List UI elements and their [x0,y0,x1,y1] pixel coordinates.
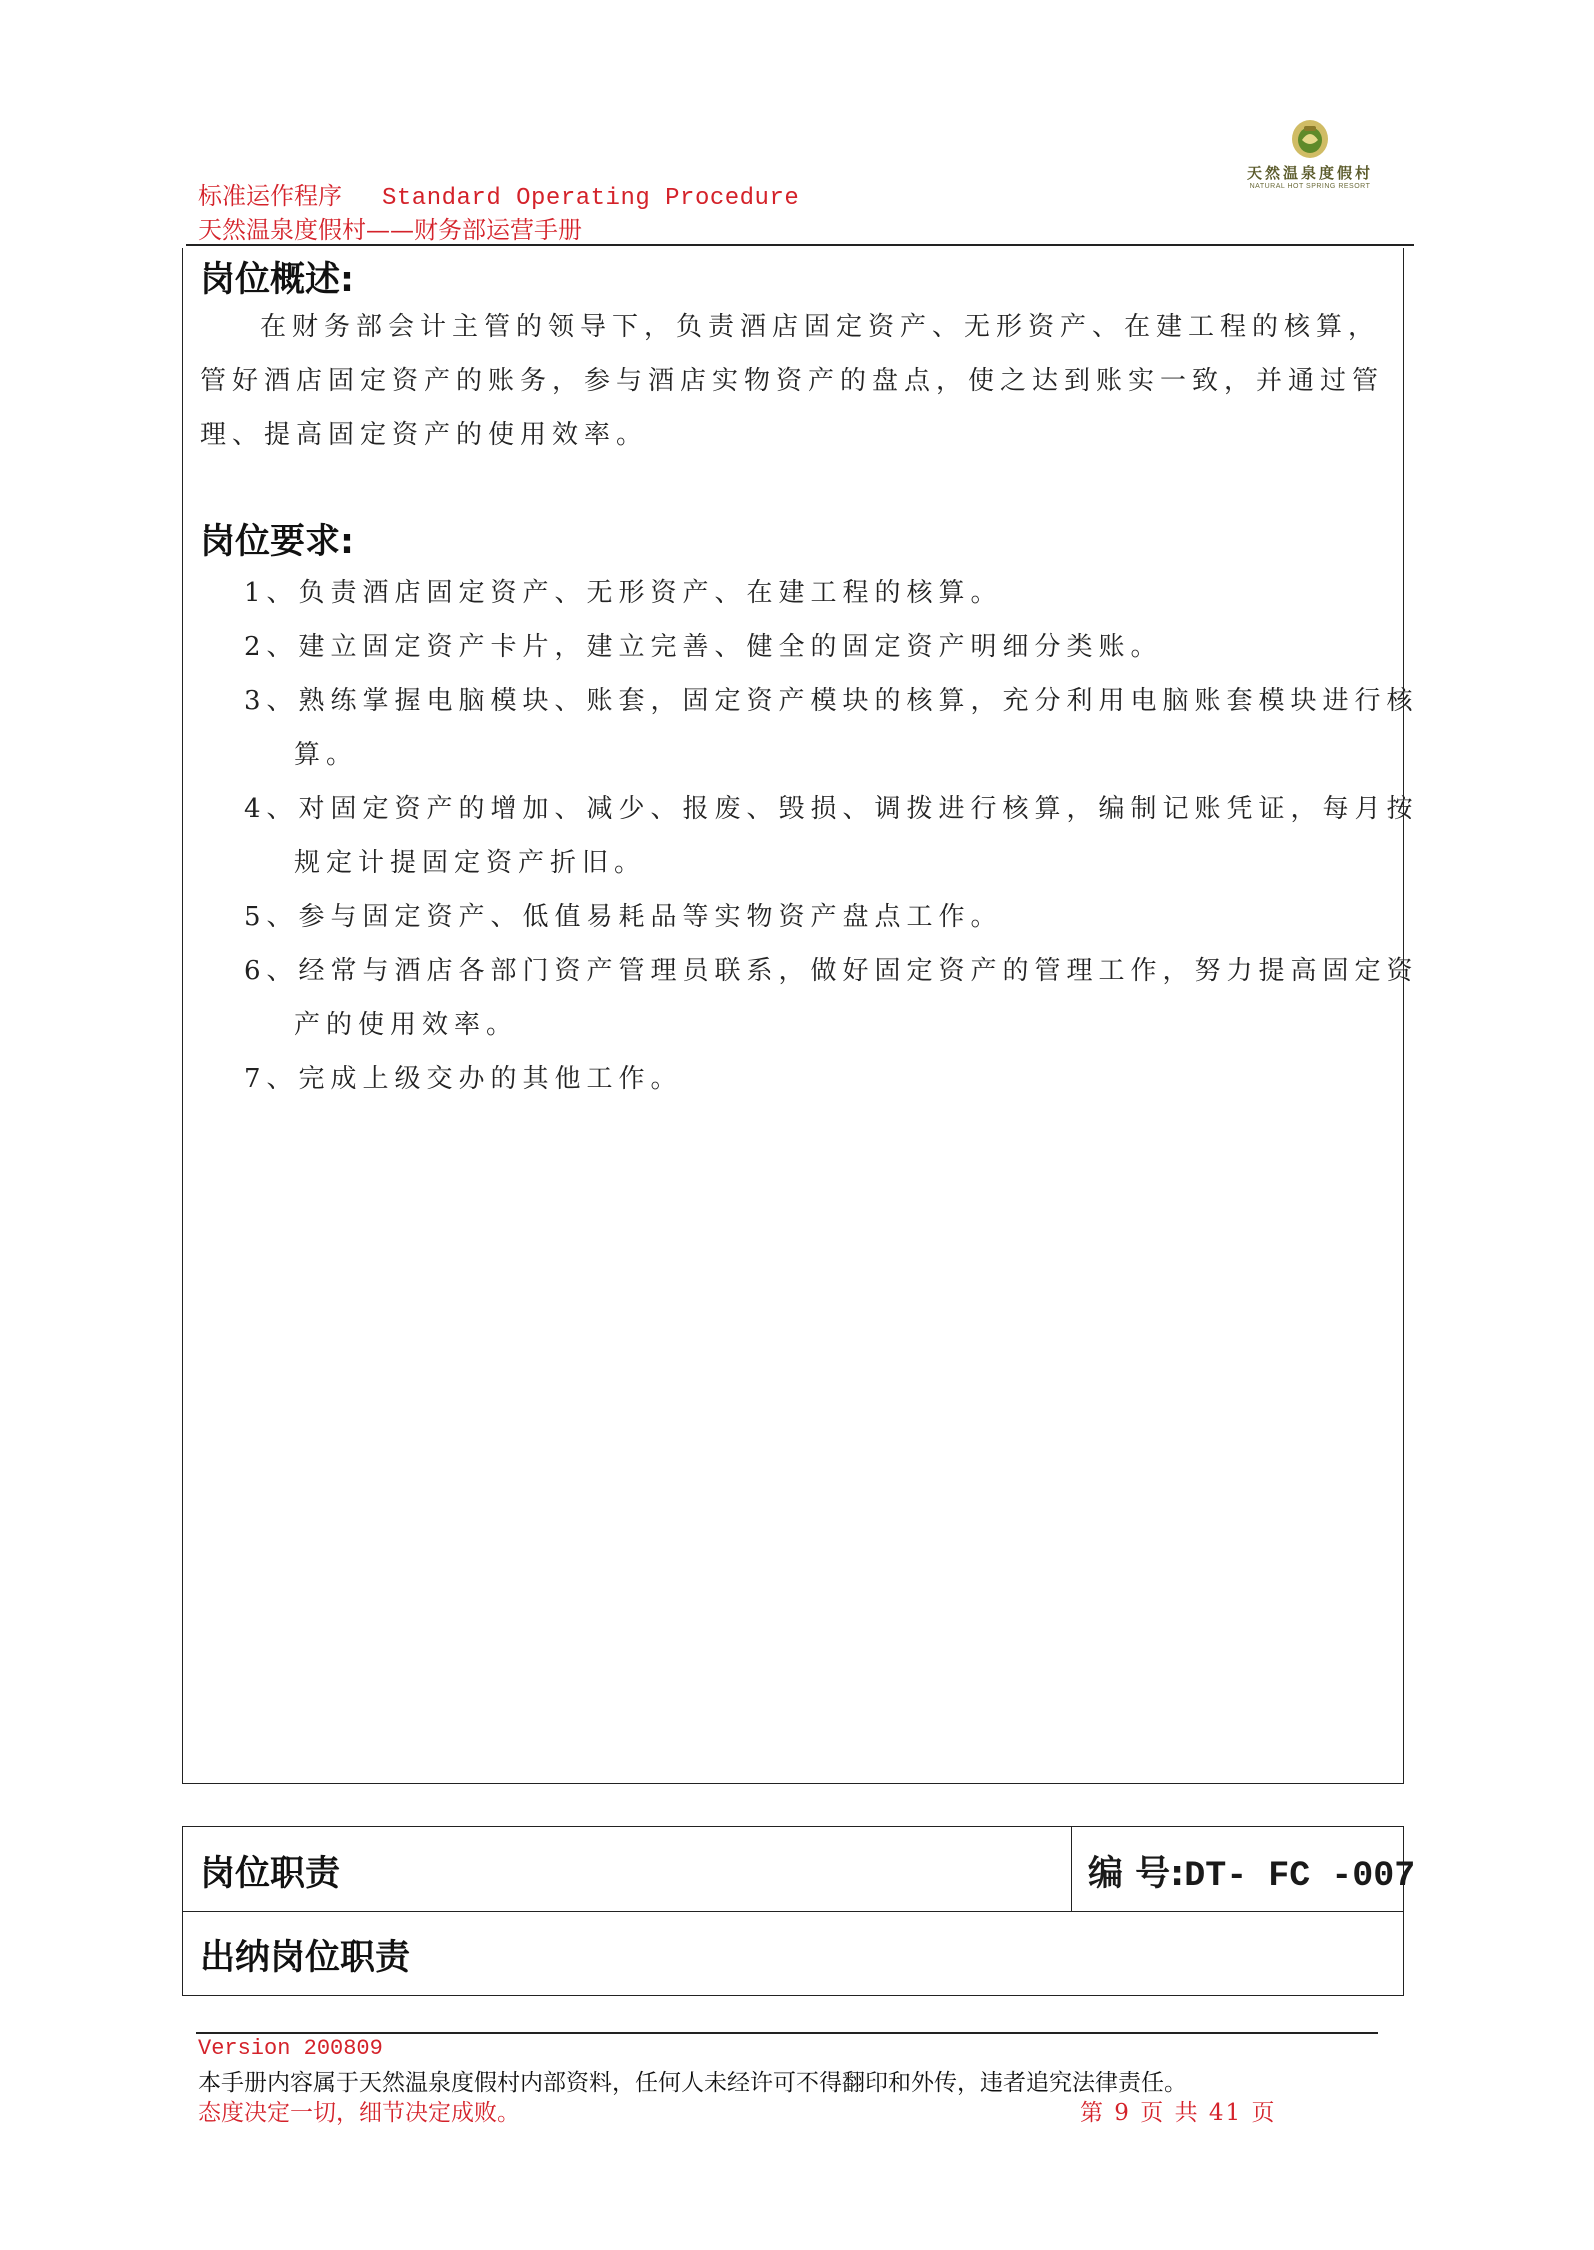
header-title-cn: 标准运作程序 [198,182,342,210]
requirement-item: 2、建立固定资产卡片，建立完善、健全的固定资产明细分类账。 [244,632,1163,662]
position-title: 出纳岗位职责 [200,1938,411,1978]
document-code-label: 编 号: [1088,1854,1185,1894]
requirement-item: 6、经常与酒店各部门资产管理员联系，做好固定资产的管理工作，努力提高固定资产的使用效率。 [244,956,1419,1040]
resort-logo [1240,118,1380,196]
logo-name-cn: 天然温泉度假村 [1246,164,1373,182]
page-number: 第 9 页 共 41 页 [1080,2100,1277,2126]
header-title-en: Standard Operating Procedure [382,185,800,212]
document-code-value: DT- FC -007 [1184,1856,1416,1896]
requirement-item: 5、参与固定资产、低值易耗品等实物资产盘点工作。 [244,902,1003,932]
overview-text: 在财务部会计主管的领导下，负责酒店固定资产、无形资产、在建工程的核算，管好酒店固定资产的账务，参与酒店实物资产的盘点，使之达到账实一致，并通过管理、提高固定资产的使用效率。 [200,312,1385,450]
requirement-item: 3、熟练掌握电脑模块、账套，固定资产模块的核算，充分利用电脑账套模块进行核算。 [244,686,1419,770]
logo-name-en: NATURAL HOT SPRING RESORT [1249,183,1371,190]
document-code [1088,1846,1415,1896]
footer-divider [196,2032,1378,2034]
header-subtitle: 天然温泉度假村——财务部运营手册 [198,216,582,244]
leaf-emblem-icon [1280,118,1340,160]
requirement-item: 4、对固定资产的增加、减少、报废、毁损、调拨进行核算，编制记账凭证，每月按规定计提固定资产折旧。 [244,794,1419,878]
table-column-divider [1071,1826,1072,1912]
confidentiality-notice: 本手册内容属于天然温泉度假村内部资料，任何人未经许可不得翻印和外传，违者追究法律责任。 [198,2070,1187,2096]
table-row-divider [182,1911,1404,1912]
requirement-item: 1、负责酒店固定资产、无形资产、在建工程的核算。 [244,578,1003,608]
version-label: Version 200809 [198,2036,383,2061]
header-divider [186,244,1414,246]
motto: 态度决定一切，细节决定成败。 [198,2100,520,2126]
overview-title: 岗位概述: [200,260,354,300]
requirements-title: 岗位要求: [200,522,354,562]
job-duty-heading: 岗位职责 [200,1854,341,1894]
header-title [198,176,799,212]
requirement-item: 7、完成上级交办的其他工作。 [244,1064,683,1094]
